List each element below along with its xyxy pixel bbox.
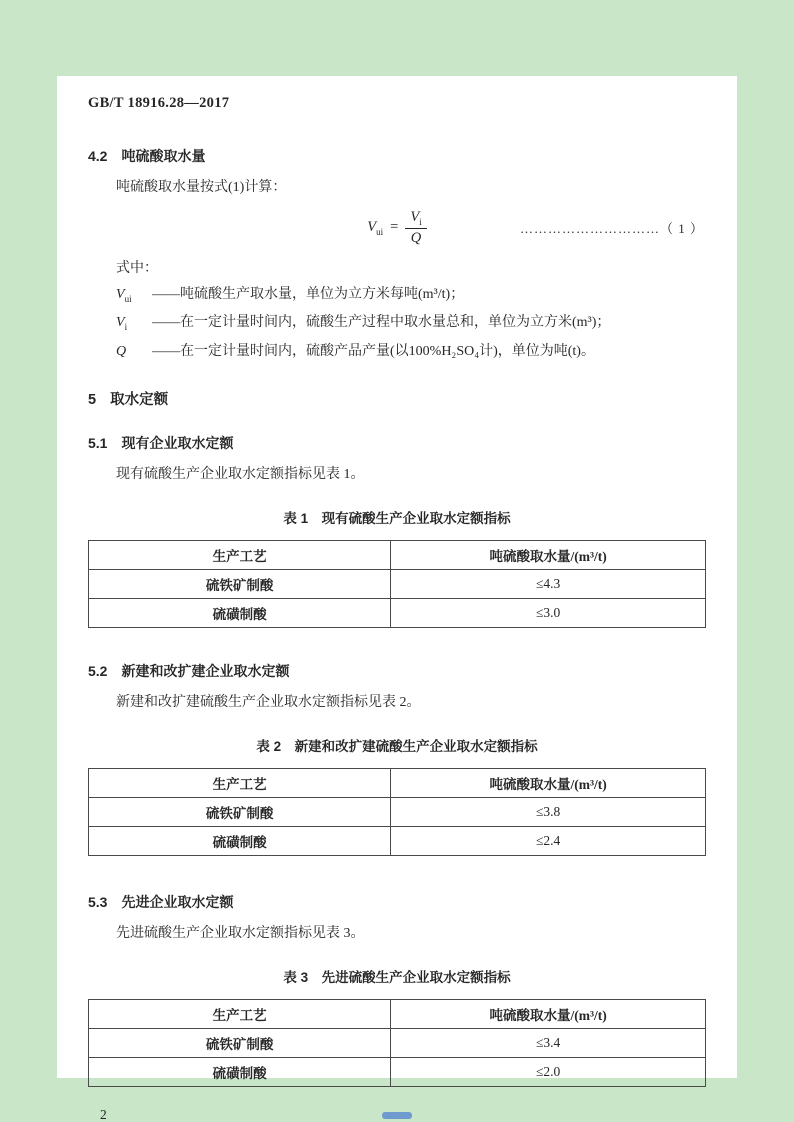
equals-sign: = (390, 219, 399, 236)
subsection-heading-5-1 (88, 433, 706, 453)
header-cell-intake: 吨硫酸取水量/(m³/t) (391, 769, 706, 798)
header-cell-process: 生产工艺 (89, 769, 391, 798)
term-symbol: $V_i$ (116, 315, 128, 333)
table-row (89, 827, 706, 856)
header-cell-process: 生产工艺 (89, 1000, 391, 1029)
table-row (89, 798, 706, 827)
formula-expression (367, 209, 426, 247)
table-row (89, 599, 706, 628)
equation-1 (88, 206, 706, 250)
cell-value: ≤3.4 (391, 1029, 706, 1058)
document-page (57, 76, 737, 1122)
table-row (89, 1058, 706, 1087)
fraction-numerator: $V_i$ (405, 209, 426, 229)
term-symbol: $V_{ui}$ (116, 286, 132, 304)
cell-value: ≤4.3 (391, 570, 706, 599)
formula-term (88, 314, 706, 333)
table-header-row (89, 541, 706, 570)
heading-title: 吨硫酸取水量 (121, 148, 206, 164)
heading-title: 先进企业取水定额 (121, 894, 234, 911)
table-caption: 表 1 现有硫酸生产企业取水定额指标 (283, 511, 511, 527)
heading-title: 取水定额 (110, 392, 169, 409)
heading-title: 新建和改扩建企业取水定额 (121, 663, 290, 680)
formula-term (88, 286, 706, 305)
term-description: ——在一定计量时间内，硫酸生产过程中取水量总和，单位为立方米(m³)； (152, 315, 611, 331)
header-cell-intake: 吨硫酸取水量/(m³/t) (391, 1000, 706, 1029)
cell-process: 硫磺制酸 (89, 1058, 391, 1087)
section-heading-5 (88, 388, 706, 409)
header-cell-process: 生产工艺 (89, 541, 391, 570)
heading-number: 5 (88, 392, 97, 409)
paragraph-table-intro: 新建和改扩建硫酸生产企业取水定额指标见表 2。 (116, 695, 421, 711)
subsection-heading-5-3 (88, 892, 706, 912)
equation-number (427, 218, 706, 237)
table-row (89, 1029, 706, 1058)
cell-value: ≤3.8 (391, 798, 706, 827)
cell-process: 硫铁矿制酸 (89, 570, 391, 599)
formula-term (88, 343, 706, 362)
heading-number: 5.1 (88, 435, 108, 452)
cell-value: ≤2.0 (391, 1058, 706, 1087)
paragraph-table-intro: 现有硫酸生产企业取水定额指标见表 1。 (116, 467, 365, 483)
subsection-heading-5-2 (88, 661, 706, 681)
term-symbol: Q (116, 343, 127, 359)
cell-process: 硫磺制酸 (89, 599, 391, 628)
term-description: ——吨硫酸生产取水量，单位为立方米每吨(m³/t)； (152, 286, 465, 302)
cell-process: 硫磺制酸 (89, 827, 391, 856)
cell-process: 硫铁矿制酸 (89, 798, 391, 827)
fraction-denominator: Q (410, 230, 422, 247)
doc-header: GB/T 18916.28—2017 (88, 95, 230, 111)
paragraph-formula-intro: 吨硫酸取水量按式(1)计算： (116, 180, 287, 195)
subsection-heading-4-2 (88, 146, 706, 166)
table-row (89, 570, 706, 599)
cell-value: ≤3.0 (391, 599, 706, 628)
table-caption: 表 2 新建和改扩建硫酸生产企业取水定额指标 (256, 739, 538, 755)
table-header-row (89, 769, 706, 798)
page-number: 2 (100, 1107, 107, 1122)
formula-lhs: $V_{ui}$ (367, 218, 384, 237)
heading-title: 现有企业取水定额 (121, 435, 234, 452)
fraction (405, 209, 426, 247)
equation-label: （ 1 ） (659, 221, 704, 237)
where-label: 式中： (116, 260, 158, 276)
quota-table-2 (88, 768, 706, 856)
cell-value: ≤2.4 (391, 827, 706, 856)
leader-dots: ………………………… (519, 221, 660, 237)
paragraph-table-intro: 先进硫酸生产企业取水定额指标见表 3。 (116, 926, 365, 942)
table-caption: 表 3 先进硫酸生产企业取水定额指标 (283, 970, 511, 986)
scrollbar-thumb[interactable] (382, 1112, 412, 1119)
cell-process: 硫铁矿制酸 (89, 1029, 391, 1058)
heading-number: 5.3 (88, 894, 108, 911)
table-header-row (89, 1000, 706, 1029)
quota-table-3 (88, 999, 706, 1087)
term-description: ——在一定计量时间内，硫酸产品产量(以100%H₂SO₄计)，单位为吨(t)。 (152, 343, 595, 359)
heading-number: 4.2 (88, 148, 108, 164)
quota-table-1 (88, 540, 706, 628)
header-cell-intake: 吨硫酸取水量/(m³/t) (391, 541, 706, 570)
heading-number: 5.2 (88, 663, 108, 680)
